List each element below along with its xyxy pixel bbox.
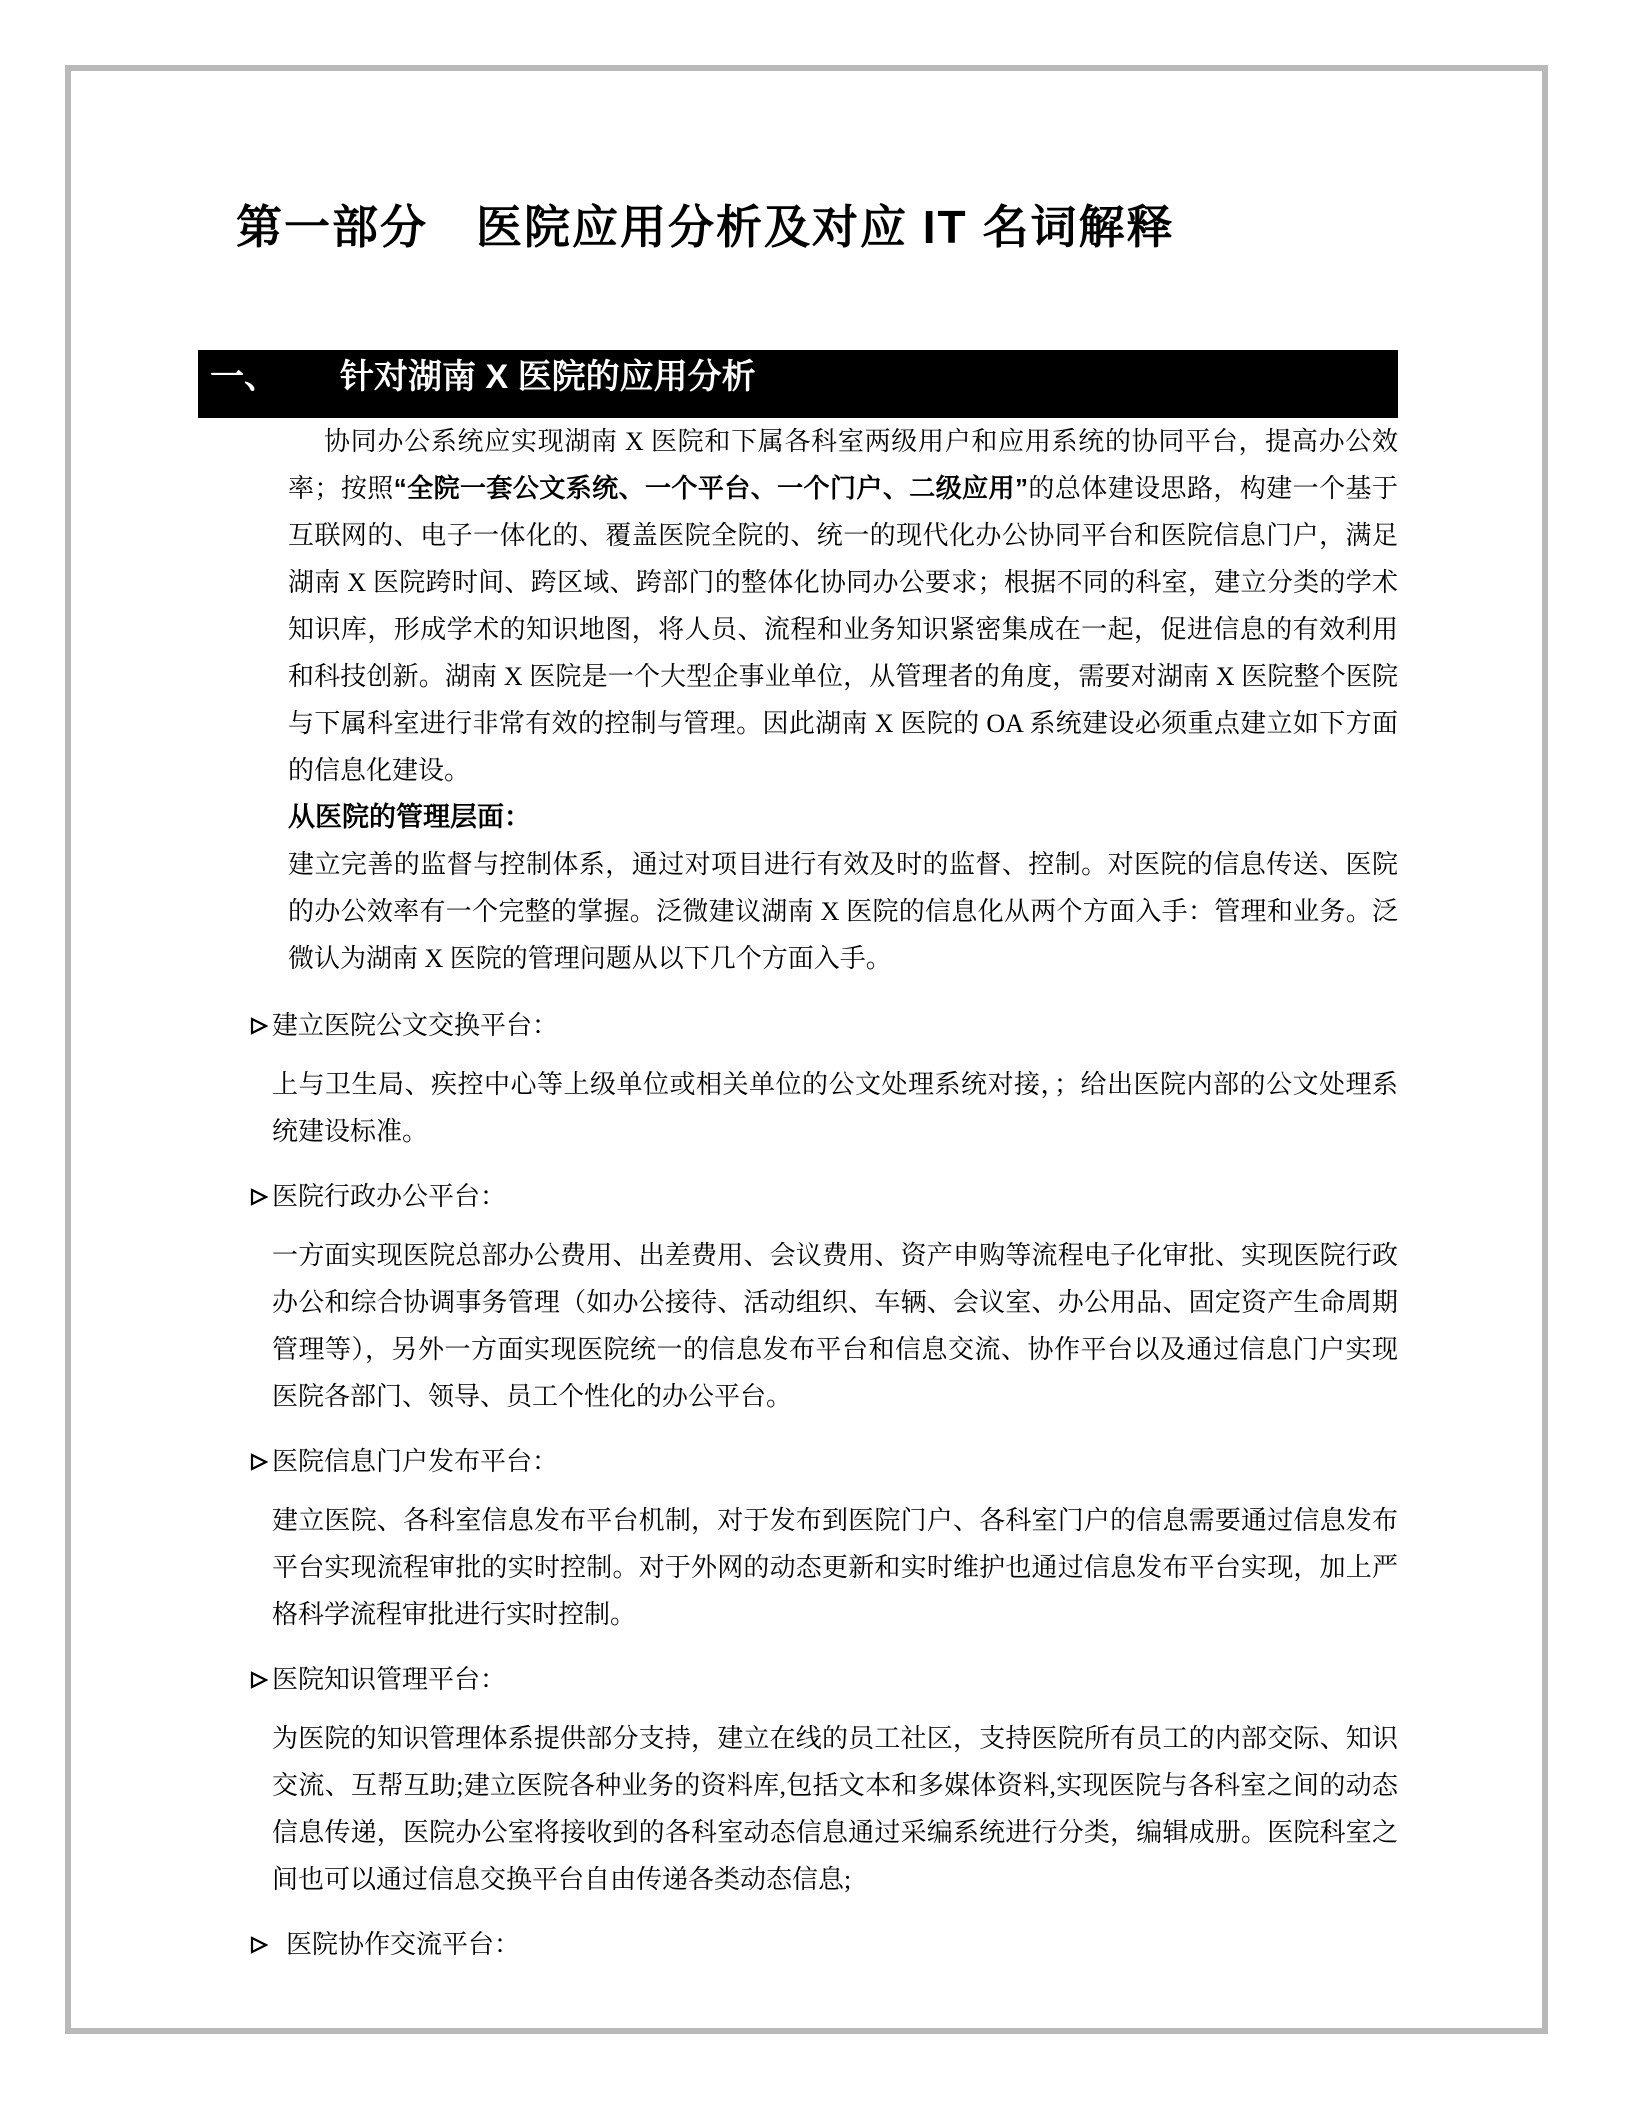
document-page <box>65 65 1548 2034</box>
bullet-item <box>250 1438 1398 1638</box>
arrow-bullet-icon <box>250 1667 272 1693</box>
bullet-label: 医院知识管理平台： <box>272 1665 507 1694</box>
bullet-item <box>250 1002 1398 1155</box>
arrow-bullet-icon <box>250 1932 272 1958</box>
section-title: 针对湖南 X 医院的应用分析 <box>340 358 756 396</box>
platform-bullet-list <box>223 1002 1398 1968</box>
bullet-heading <box>250 1656 1398 1703</box>
bullet-item <box>250 1656 1398 1903</box>
bullet-heading <box>250 1438 1398 1485</box>
bullet-heading <box>250 1173 1398 1220</box>
bullet-body: 为医院的知识管理体系提供部分支持，建立在线的员工社区，支持医院所有员工的内部交际、知识交流、互帮互助;建立医院各种业务的资料库,包括文本和多媒体资料,实现医院与各科室之间的动态信息传递，医院办公室将接收到的各科室动态信息通过采编系统进行分类，编辑成册。医院科室之间也可以通过信息交换平台自由传递各类动态信息; <box>272 1724 1398 1894</box>
bullet-body: 一方面实现医院总部办公费用、出差费用、会议费用、资产申购等流程电子化审批、实现医院行政办公和综合协调事务管理（如办公接待、活动组织、车辆、会议室、办公用品、固定资产生命周期管理等），另外一方面实现医院统一的信息发布平台和信息交流、协作平台以及通过信息门户实现医院各部门、领导、员工个性化的办公平台。 <box>272 1241 1398 1411</box>
section-heading-banner <box>198 350 1398 418</box>
intro-paragraph <box>288 418 1398 794</box>
intro-text-rest: 的总体建设思路，构建一个基于互联网的、电子一体化的、覆盖医院全院的、统一的现代化办公协同平台和医院信息门户，满足湖南 X 医院跨时间、跨区域、跨部门的整体化协同办公要求；根据不同的科室，建立分类的学术知识库，形成学术的知识地图，将人员、流程和业务知识紧密集成在一起，促进信息的有效利用和科技创新。湖南 X 医院是一个大型企事业单位，从管理者的角度，需要对湖南 X 医院整个医院与下属科室进行非常有效的控制与管理。因此湖南 X 医院的 OA 系统建设必须重点建立如下方面的信息化建设。 <box>288 474 1398 785</box>
bullet-label: 医院信息门户发布平台： <box>272 1447 559 1476</box>
page-title: 第一部分 医院应用分析及对应 IT 名词解释 <box>236 201 1175 253</box>
intro-text-lead: 协同办公系统应实现湖南 X 医院和下属各科室两级用户和应用系统的协同平台，提高办公效率；按照 <box>288 427 1398 503</box>
bullet-item <box>250 1173 1398 1420</box>
management-level-heading: 从医院的管理层面： <box>288 802 531 832</box>
bullet-label: 医院行政办公平台： <box>272 1182 507 1211</box>
bullet-heading <box>250 1921 1398 1968</box>
arrow-bullet-icon <box>250 1184 272 1210</box>
bullet-body: 建立医院、各科室信息发布平台机制，对于发布到医院门户、各科室门户的信息需要通过信息发布平台实现流程审批的实时控制。对于外网的动态更新和实时维护也通过信息发布平台实现，加上严格科学流程审批进行实时控制。 <box>272 1506 1398 1629</box>
bullet-label: 建立医院公文交换平台： <box>272 1011 559 1040</box>
arrow-bullet-icon <box>250 1013 272 1039</box>
bullet-label: 医院协作交流平台： <box>286 1930 521 1959</box>
section-number: 一、 <box>210 358 278 396</box>
intro-text-bold-quote: “全院一套公文系统、一个平台、一个门户、二级应用” <box>393 473 1028 503</box>
arrow-bullet-icon <box>250 1449 272 1475</box>
bullet-item <box>250 1921 1398 1968</box>
management-intro-paragraph: 建立完善的监督与控制体系，通过对项目进行有效及时的监督、控制。对医院的信息传送、医院的办公效率有一个完整的掌握。泛微建议湖南 X 医院的信息化从两个方面入手：管理和业务。泛微认为湖南 X 医院的管理问题从以下几个方面入手。 <box>288 850 1398 973</box>
bullet-body: 上与卫生局、疾控中心等上级单位或相关单位的公文处理系统对接，；给出医院内部的公文处理系统建设标准。 <box>272 1070 1398 1146</box>
bullet-heading <box>250 1002 1398 1049</box>
